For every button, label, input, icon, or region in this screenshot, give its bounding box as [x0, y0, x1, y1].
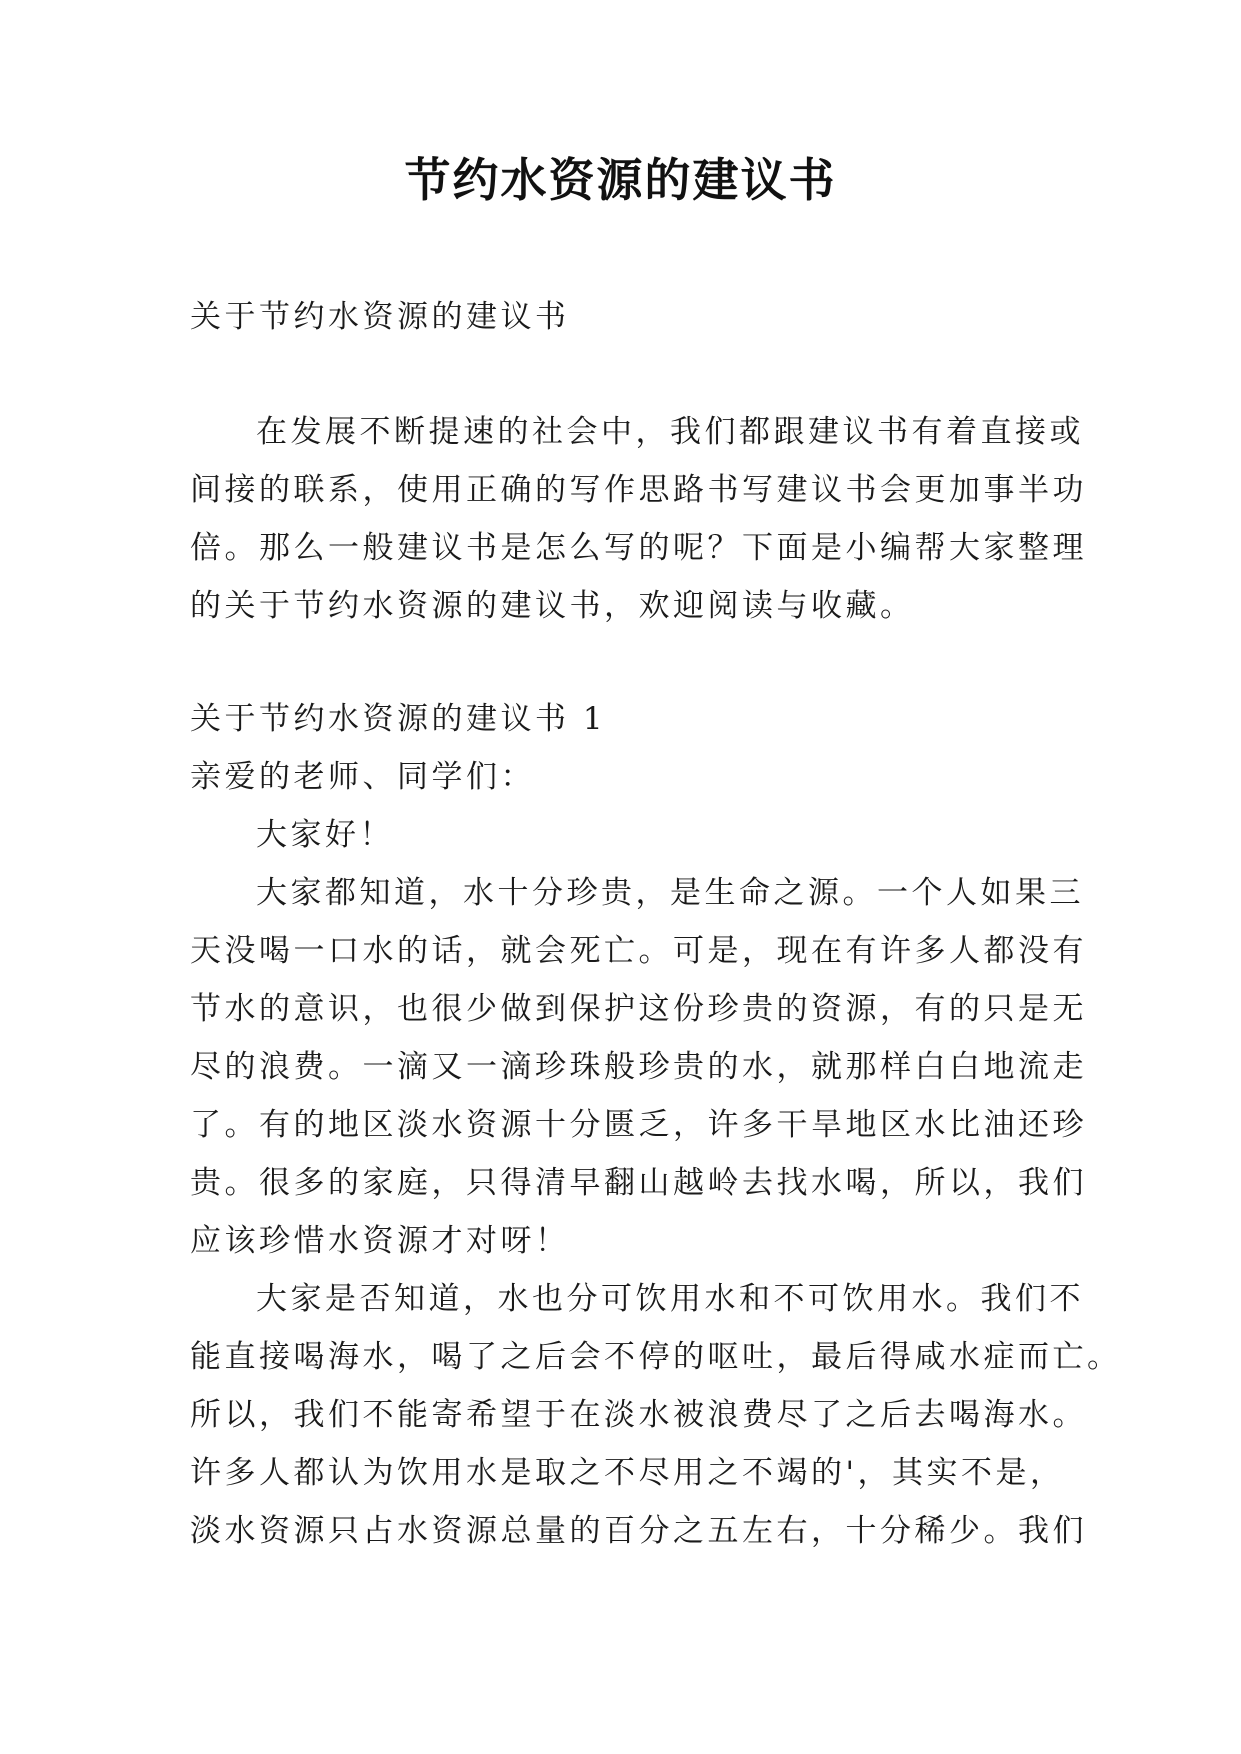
- subtitle: 关于节约水资源的建议书: [190, 299, 570, 335]
- greeting: 大家好！: [256, 817, 394, 853]
- paragraph-1-line: 节水的意识，也很少做到保护这份珍贵的资源，有的只是无: [190, 991, 1087, 1027]
- salutation: 亲爱的老师、同学们：: [190, 759, 535, 795]
- paragraph-2-line: 许多人都认为饮用水是取之不尽用之不竭的'，其实不是，: [190, 1455, 1065, 1491]
- paragraph-2-line: 能直接喝海水，喝了之后会不停的呕吐，最后得咸水症而亡。: [190, 1339, 1122, 1375]
- paragraph-1-line: 尽的浪费。一滴又一滴珍珠般珍贵的水，就那样白白地流走: [190, 1049, 1087, 1085]
- intro-paragraph: [190, 403, 1087, 635]
- paragraph-1-line: 天没喝一口水的话，就会死亡。可是，现在有许多人都没有: [190, 933, 1087, 969]
- paragraph-1-line: 贵。很多的家庭，只得清早翻山越岭去找水喝，所以，我们: [190, 1165, 1087, 1201]
- paragraph-2-line: 所以，我们不能寄希望于在淡水被浪费尽了之后去喝海水。: [190, 1397, 1087, 1433]
- subtitle-block: [190, 288, 1070, 346]
- section-heading: 关于节约水资源的建议书 1: [190, 701, 607, 737]
- page-title: 节约水资源的建议书: [404, 153, 837, 207]
- paragraph-1-line: 应该珍惜水资源才对呀！: [190, 1223, 570, 1259]
- paragraph-1-line: 大家都知道，水十分珍贵，是生命之源。一个人如果三: [256, 875, 1084, 911]
- paragraph-2-line: 淡水资源只占水资源总量的百分之五左右，十分稀少。我们: [190, 1513, 1087, 1549]
- intro-line: 倍。那么一般建议书是怎么写的呢？下面是小编帮大家整理: [190, 530, 1087, 566]
- paragraph-2-line: 大家是否知道，水也分可饮用水和不可饮用水。我们不: [256, 1281, 1084, 1317]
- letter-section: [190, 690, 1122, 1560]
- paragraph-1-line: 了。有的地区淡水资源十分匮乏，许多干旱地区水比油还珍: [190, 1107, 1087, 1143]
- intro-line: 间接的联系，使用正确的写作思路书写建议书会更加事半功: [190, 472, 1087, 508]
- intro-line: 的关于节约水资源的建议书，欢迎阅读与收藏。: [190, 588, 915, 624]
- intro-line: 在发展不断提速的社会中，我们都跟建议书有着直接或: [256, 414, 1084, 450]
